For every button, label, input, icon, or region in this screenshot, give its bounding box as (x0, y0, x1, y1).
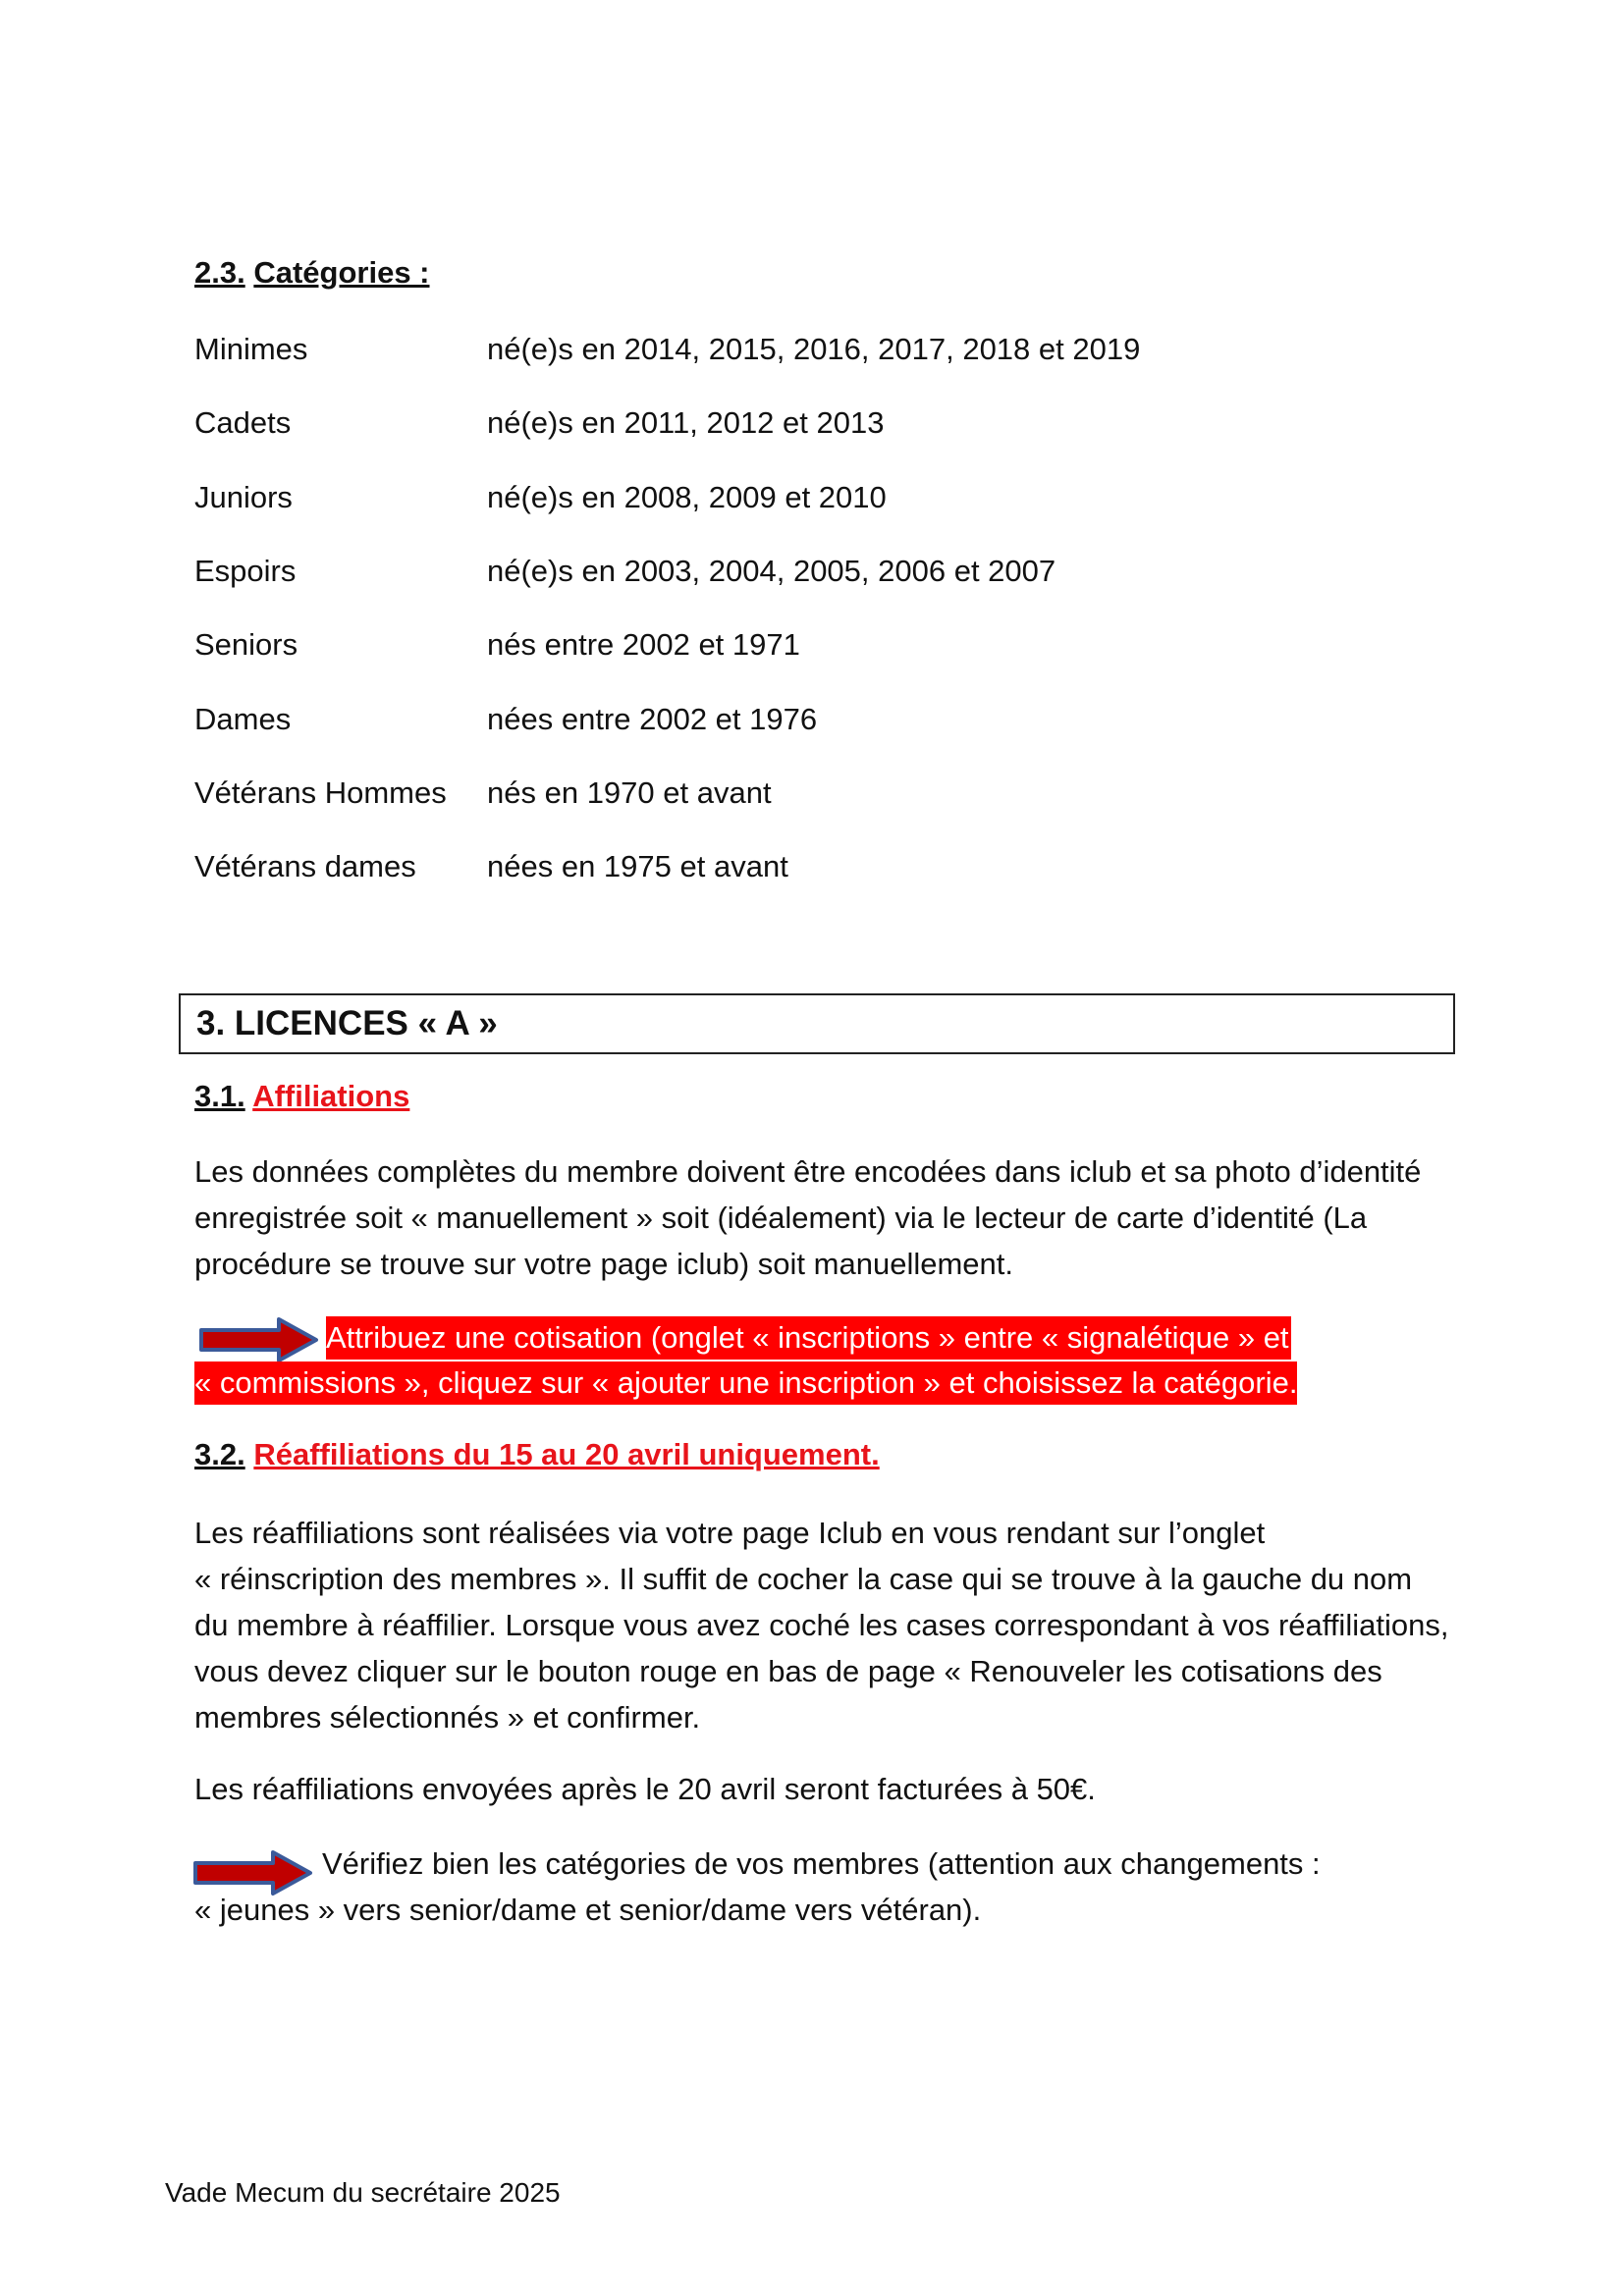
categories-heading (194, 255, 430, 291)
affiliations-paragraph (194, 1148, 1461, 1287)
category-name: Dames (194, 702, 292, 736)
note-line: Vérifiez bien les catégories de vos membres (attention aux changements : (322, 1846, 1321, 1881)
reaffiliations-title: Réaffiliations du 15 au 20 avril uniquement. (253, 1437, 880, 1471)
category-name: Juniors (194, 480, 293, 514)
paragraph-line: membres sélectionnés » et confirmer. (194, 1700, 701, 1735)
affiliations-heading (194, 1079, 409, 1114)
reaffiliations-note (194, 1841, 1461, 1933)
category-row (194, 475, 1373, 520)
category-row (194, 327, 1373, 372)
category-desc: nées en 1975 et avant (487, 849, 788, 883)
category-row (194, 400, 1373, 446)
categories-number: 2.3. (194, 255, 245, 290)
affiliations-title: Affiliations (252, 1079, 410, 1113)
paragraph-line: enregistrée soit « manuellement » soit (idéalement) via le lecteur de carte d’identité (La (194, 1201, 1368, 1235)
reaffiliations-fee (194, 1766, 1461, 1812)
affiliations-highlight (194, 1315, 1461, 1406)
affiliations-number: 3.1. (194, 1079, 245, 1113)
page-footer: Vade Mecum du secrétaire 2025 (165, 2177, 561, 2208)
category-row (194, 697, 1373, 742)
category-row (194, 549, 1373, 594)
category-row (194, 844, 1373, 889)
reaffiliations-number: 3.2. (194, 1437, 245, 1471)
category-desc: né(e)s en 2011, 2012 et 2013 (487, 405, 885, 440)
category-desc: né(e)s en 2003, 2004, 2005, 2006 et 2007 (487, 554, 1056, 588)
paragraph-line: Les données complètes du membre doivent être encodées dans iclub et sa photo d’identité (194, 1154, 1422, 1189)
category-desc: né(e)s en 2008, 2009 et 2010 (487, 480, 887, 514)
paragraph-line: « réinscription des membres ». Il suffit de cocher la case qui se trouve à la gauche du nom (194, 1562, 1413, 1596)
category-desc: nés entre 2002 et 1971 (487, 627, 800, 662)
categories-title: Catégories : (253, 255, 430, 290)
category-name: Vétérans Hommes (194, 775, 447, 810)
licences-title: 3. LICENCES « A » (196, 1004, 498, 1042)
reaffiliations-heading (194, 1437, 880, 1472)
category-name: Seniors (194, 627, 298, 662)
paragraph-line: procédure se trouve sur votre page iclub) soit manuellement. (194, 1247, 1013, 1281)
category-desc: nées entre 2002 et 1976 (487, 702, 818, 736)
licences-section-box (179, 993, 1455, 1054)
paragraph-line: du membre à réaffilier. Lorsque vous avez coché les cases correspondant à vos réaffiliations, (194, 1608, 1449, 1642)
category-name: Espoirs (194, 554, 297, 588)
category-row (194, 622, 1373, 667)
reaffiliations-paragraph (194, 1510, 1461, 1740)
note-line: « jeunes » vers senior/dame et senior/dame vers vétéran). (194, 1893, 982, 1927)
category-row (194, 771, 1373, 816)
paragraph-line: vous devez cliquer sur le bouton rouge en bas de page « Renouveler les cotisations des (194, 1654, 1382, 1688)
highlight-line: Attribuez une cotisation (onglet « inscriptions » entre « signalétique » et (326, 1316, 1291, 1360)
category-desc: né(e)s en 2014, 2015, 2016, 2017, 2018 et 2019 (487, 332, 1141, 366)
highlight-line: « commissions », cliquez sur « ajouter une inscription » et choisissez la catégorie. (194, 1362, 1297, 1405)
category-name: Vétérans dames (194, 849, 416, 883)
category-name: Minimes (194, 332, 308, 366)
paragraph-line: Les réaffiliations sont réalisées via votre page Iclub en vous rendant sur l’onglet (194, 1516, 1266, 1550)
category-desc: nés en 1970 et avant (487, 775, 772, 810)
category-name: Cadets (194, 405, 292, 440)
fee-line: Les réaffiliations envoyées après le 20 avril seront facturées à 50€. (194, 1772, 1096, 1806)
